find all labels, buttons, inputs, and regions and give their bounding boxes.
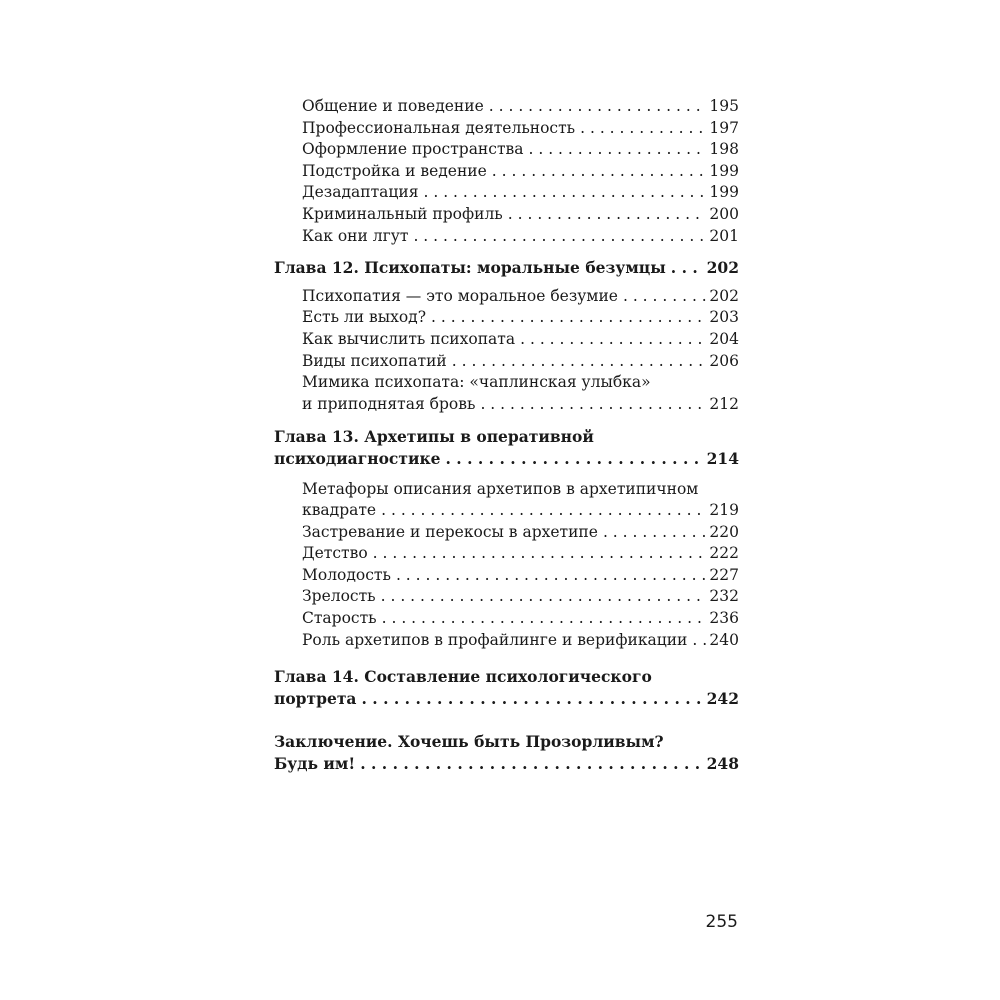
toc-leader-dots [492, 161, 707, 183]
table-of-contents [274, 96, 739, 784]
toc-entry-title: Роль архетипов в профайлинге и верификации [302, 630, 689, 652]
toc-entry [302, 565, 739, 587]
toc-entry-title: Есть ли выход? [302, 307, 428, 329]
toc-leader-dots [381, 500, 706, 522]
toc-entry-page: 201 [709, 226, 739, 245]
toc-entry-title: Как они лгут [302, 226, 410, 248]
toc-entry-page: 199 [709, 161, 739, 180]
toc-entry [302, 329, 739, 351]
toc-entry-page: 204 [709, 329, 739, 348]
toc-chapter-entry [274, 257, 739, 279]
toc-chapter-page: 214 [706, 448, 739, 468]
toc-chapter-entry [274, 688, 739, 710]
toc-entry-title: Молодость [302, 565, 393, 587]
toc-leader-dots [508, 204, 707, 226]
toc-group-chapter-12 [274, 286, 739, 416]
toc-leader-dots [692, 630, 706, 652]
toc-entry [302, 586, 739, 608]
toc-entry-page: 222 [709, 544, 739, 563]
toc-leader-dots [529, 139, 707, 161]
toc-chapter-title-first-line: Заключение. Хочешь быть Прозорливым? [274, 732, 664, 752]
toc-leader-dots [423, 182, 706, 204]
toc-entry-title: Общение и поведение [302, 96, 486, 118]
toc-entry-title: квадрате [302, 500, 378, 522]
toc-entry-title: Виды психопатий [302, 351, 449, 373]
toc-entry-title: Застревание и перекосы в архетипе [302, 522, 600, 544]
toc-entry-page: 195 [709, 97, 739, 115]
toc-leader-dots [489, 96, 707, 118]
toc-entry-title: Детство [302, 543, 370, 565]
toc-chapter-page: 202 [706, 258, 739, 278]
toc-entry [302, 394, 739, 416]
toc-entry [302, 204, 739, 226]
toc-entry [302, 118, 739, 140]
toc-leader-dots [382, 608, 707, 630]
toc-entry-title: Психопатия — это моральное безумие [302, 286, 620, 308]
toc-entry-title: Криминальный профиль [302, 204, 505, 226]
toc-entry-first-line: Метафоры описания архетипов в архетипичном [302, 479, 699, 498]
toc-entry-page: 219 [709, 501, 739, 520]
toc-entry-title: Старость [302, 608, 379, 630]
toc-group-chapter-11 [274, 96, 739, 247]
toc-leader-dots [623, 286, 706, 308]
toc-leader-dots [580, 118, 706, 140]
toc-entry-page: 203 [709, 308, 739, 327]
toc-leader-dots [520, 329, 706, 351]
toc-leader-dots [452, 351, 707, 373]
toc-chapter-page: 242 [706, 688, 739, 708]
page-number: 255 [705, 912, 738, 932]
toc-entry-title: Профессиональная деятельность [302, 118, 577, 140]
toc-chapter-title: Глава 12. Психопаты: моральные безумцы [274, 258, 666, 278]
toc-entry-page: 202 [709, 286, 739, 305]
toc-entry-title: и приподнятая бровь [302, 394, 477, 416]
toc-group-chapter-13 [274, 479, 739, 652]
toc-entry-page: 227 [709, 565, 739, 584]
toc-entry-page: 199 [709, 183, 739, 202]
toc-leader-dots [361, 688, 703, 710]
toc-leader-dots [603, 522, 706, 544]
toc-entry [302, 543, 739, 565]
toc-chapter-14 [274, 666, 739, 709]
toc-leader-dots [480, 394, 706, 416]
toc-entry-page: 212 [709, 394, 739, 413]
toc-entry-page: 198 [709, 140, 739, 159]
toc-entry [302, 351, 739, 373]
toc-entry [302, 608, 739, 630]
toc-leader-dots [431, 307, 706, 329]
toc-chapter-title-first-line: Глава 14. Составление психологического [274, 667, 652, 687]
toc-chapter-12 [274, 257, 739, 279]
toc-entry-page: 200 [709, 204, 739, 223]
toc-chapter-title: Будь им! [274, 754, 356, 774]
toc-entry-title: Как вычислить психопата [302, 329, 517, 351]
toc-entry-page: 220 [709, 522, 739, 541]
toc-entry [302, 630, 739, 652]
toc-entry [302, 226, 739, 248]
toc-entry [302, 522, 739, 544]
toc-entry [302, 139, 739, 161]
toc-leader-dots [671, 257, 704, 279]
toc-leader-dots [413, 226, 706, 248]
toc-conclusion [274, 731, 739, 774]
toc-entry-page: 197 [709, 118, 739, 137]
toc-entry [302, 500, 739, 522]
toc-entry-title: Дезадаптация [302, 182, 420, 204]
toc-leader-dots [446, 448, 704, 470]
toc-entry-title: Оформление пространства [302, 139, 526, 161]
toc-entry [302, 286, 739, 308]
toc-entry-page: 240 [709, 630, 739, 649]
toc-chapter-page: 248 [706, 754, 739, 774]
toc-entry-first-line: Мимика психопата: «чаплинская улыбка» [302, 373, 651, 392]
toc-leader-dots [381, 586, 707, 608]
toc-chapter-13 [274, 426, 739, 469]
toc-entry-page: 206 [709, 351, 739, 370]
toc-leader-dots [396, 565, 706, 587]
toc-entry [302, 182, 739, 204]
toc-entry-title: Подстройка и ведение [302, 161, 489, 183]
toc-entry [302, 96, 739, 118]
toc-chapter-title: психодиагностике [274, 448, 441, 468]
toc-entry [302, 161, 739, 183]
toc-leader-dots [373, 543, 707, 565]
toc-entry-page: 232 [709, 587, 739, 606]
toc-entry-page: 236 [709, 609, 739, 628]
toc-entry [302, 307, 739, 329]
toc-chapter-entry [274, 753, 739, 775]
toc-chapter-entry [274, 448, 739, 470]
toc-chapter-title: портрета [274, 688, 357, 708]
toc-chapter-title-first-line: Глава 13. Архетипы в оперативной [274, 427, 594, 447]
toc-entry-title: Зрелость [302, 586, 378, 608]
toc-leader-dots [360, 753, 703, 775]
